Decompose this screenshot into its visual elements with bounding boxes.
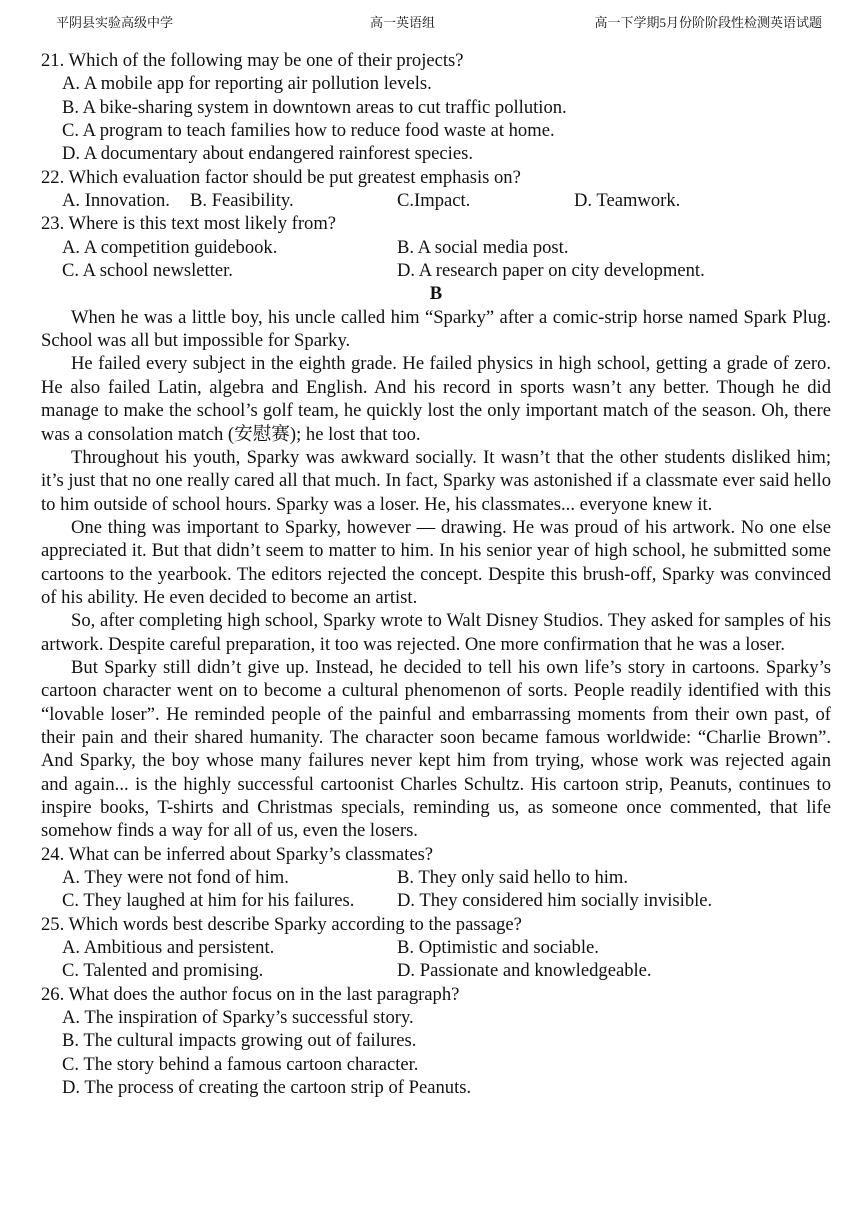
question-22-stem: 22. Which evaluation factor should be put greatest emphasis on?	[41, 166, 521, 188]
passage-paragraph-2: He failed every subject in the eighth grade. He failed physics in high school, getting a grade of zero. He also failed Latin, algebra and English. And his record in sports wasn’t any better. Though he did manage to make the school’s golf team, he quickly lost the only important match of the season. Oh, there was a consolation match (安慰赛); he lost that too.	[41, 353, 831, 445]
question-23-option-a: A. A competition guidebook.	[62, 236, 278, 258]
question-25-option-a: A. Ambitious and persistent.	[62, 937, 275, 959]
question-23-option-b: B. A social media post.	[397, 236, 569, 258]
question-26-option-a: A. The inspiration of Sparky’s successful story.	[62, 1007, 414, 1029]
section-title: B	[429, 283, 443, 305]
question-23-option-c: C. A school newsletter.	[62, 260, 233, 282]
question-22-options	[41, 189, 831, 212]
question-25-option-b: B. Optimistic and sociable.	[397, 937, 599, 959]
question-23-options-row-1	[41, 236, 831, 259]
header-school: 平阴县实验高级中学	[56, 15, 174, 30]
question-26-option-d: D. The process of creating the cartoon strip of Peanuts.	[62, 1077, 472, 1099]
question-21-stem: 21. Which of the following may be one of their projects?	[41, 50, 464, 71]
passage-paragraph-5: So, after completing high school, Sparky wrote to Walt Disney Studios. They asked for samples of his artwork. Despite careful preparation, it too was rejected. One more confirmation that he was a loser.	[41, 610, 831, 655]
question-21-option-b: B. A bike-sharing system in downtown areas to cut traffic pollution.	[62, 96, 567, 118]
passage-paragraph-3: Throughout his youth, Sparky was awkward socially. It wasn’t that the other students disliked him; it’s just that no one really cared all that much. In fact, Sparky was astonished if a classmate ever said hello to him outside of school hours. Sparky was a loser. He, his classmates... everyone knew it.	[41, 446, 831, 515]
question-25-option-d: D. Passionate and knowledgeable.	[397, 960, 652, 982]
question-21-option-a: A. A mobile app for reporting air pollution levels.	[62, 73, 432, 95]
question-22-option-c: C.Impact.	[397, 190, 471, 212]
question-24-options-row-2	[41, 889, 831, 912]
question-24-option-a: A. They were not fond of him.	[62, 867, 289, 889]
exam-content	[41, 49, 831, 1099]
question-24-option-b: B. They only said hello to him.	[397, 867, 629, 889]
question-25-option-c: C. Talented and promising.	[62, 960, 264, 982]
passage-paragraph-6: But Sparky still didn’t give up. Instead, he decided to tell his own life’s story in cartoons. Sparky’s cartoon character went on to become a cultural phenomenon of sorts. People readily identified with this “lovable loser”. He reminded people of the painful and embarrassing moments from their own past, of their pain and their shared humanity. The character soon became famous worldwide: “Charlie Brown”. And Sparky, the boy whose many failures never kept him from trying, whose work was rejected again and again... is the highly successful cartoonist Charles Schultz. His cartoon strip, Peanuts, continues to inspire books, T-shirts and Christmas specials, reminding us, as someone once commented, that life somehow finds a way for all of us, even the losers.	[41, 656, 831, 842]
passage-paragraph-1: When he was a little boy, his uncle called him “Sparky” after a comic-strip horse named Spark Plug. School was all but impossible for Sparky.	[41, 306, 831, 352]
passage-paragraph-4: One thing was important to Sparky, however — drawing. He was proud of his artwork. No one else appreciated it. But that didn’t seem to matter to him. In his senior year of high school, he submitted some cartoons to the yearbook. The editors rejected the concept. Despite this brush-off, Sparky was convinced of his ability. He even decided to become an artist.	[41, 516, 831, 608]
question-24-stem: 24. What can be inferred about Sparky’s classmates?	[41, 843, 434, 865]
question-24-option-d: D. They considered him socially invisible.	[397, 890, 713, 912]
question-21-option-d: D. A documentary about endangered rainforest species.	[62, 143, 473, 165]
question-24-option-c: C. They laughed at him for his failures.	[62, 890, 355, 912]
question-26-stem: 26. What does the author focus on in the last paragraph?	[41, 983, 460, 1005]
question-26-option-c: C. The story behind a famous cartoon character.	[62, 1053, 419, 1075]
question-22-option-b: B. Feasibility.	[190, 190, 294, 212]
question-25-options-row-2	[41, 959, 831, 982]
question-26-option-b: B. The cultural impacts growing out of failures.	[62, 1030, 417, 1052]
page-header	[0, 12, 868, 34]
question-22-option-a: A. Innovation.	[62, 190, 170, 212]
header-group: 高一英语组	[370, 15, 436, 30]
question-21-option-c: C. A program to teach families how to reduce food waste at home.	[62, 120, 555, 142]
question-23-option-d: D. A research paper on city development.	[397, 260, 705, 282]
question-23-options-row-2	[41, 259, 831, 282]
header-exam-title: 高一下学期5月份阶阶段性检测英语试题	[594, 15, 822, 30]
question-23-stem: 23. Where is this text most likely from?	[41, 213, 337, 235]
question-25-options-row-1	[41, 936, 831, 959]
question-24-options-row-1	[41, 866, 831, 889]
question-22-option-d: D. Teamwork.	[574, 190, 681, 212]
question-25-stem: 25. Which words best describe Sparky according to the passage?	[41, 913, 522, 935]
